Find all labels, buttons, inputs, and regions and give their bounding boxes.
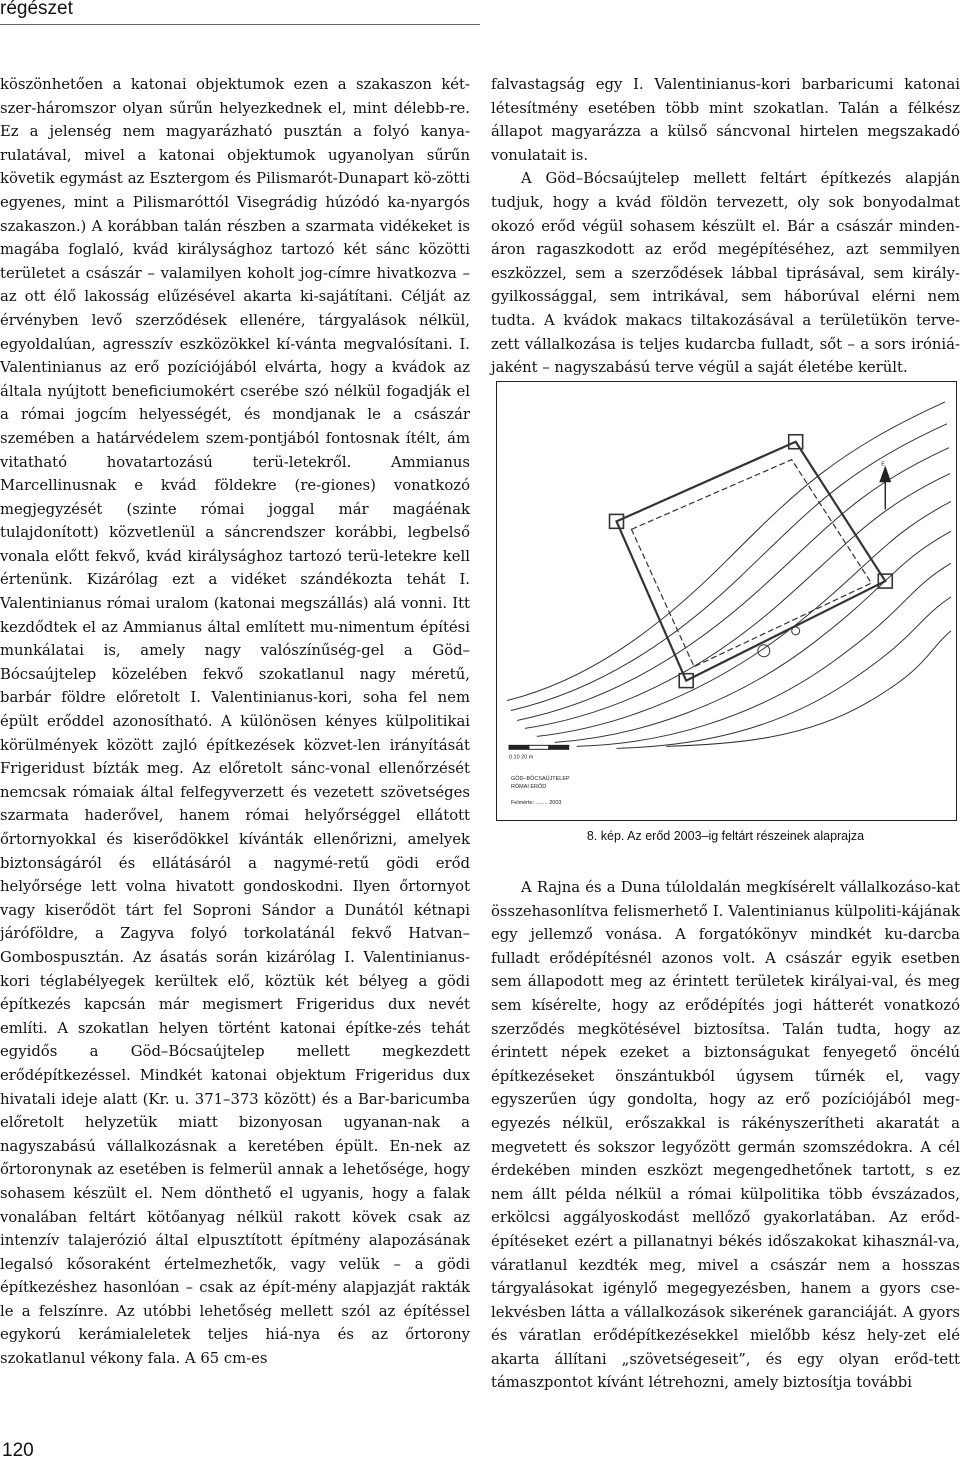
section-label: régészet bbox=[0, 0, 73, 19]
paragraph: A Rajna és a Duna túloldalán megkísérelt vállalkozáso-kat összehasonlítva felismerhető I. Valentinianus külpoliti-kájának egy jellemző vonása. A forgatókönyv mindkét ku-darcba fulladt erődépítésnél azonos volt. A császár egyik esetben sem állapodott meg az érintett területek királyai-val, és meg sem kísérelte, hogy az erődépítés jogi hátterét vonatkozó szerződés megkötésével biztosítsa. Talán tudta, hogy az érintett népek ezeket a biztonságukat fenyegető öncélú építkezéseket önszántukból úgysem tűrnék el, vagy egyszerűen úgy gondolta, hogy az erő pozíciójából meg-egyezés nélkül, erőszakkal is rákényszerítheti akaratát a megvetett és sokszor legyőzött germán szomszédokra. A cél érdekében minden eszközt megengedhetőnek tartott, s ez nem állt példa nélkül a római külpolitika több évszázados, erkölcsi aggályoskodást mellőző gyakorlatában. Az erőd-építéseket ezért a pillanatnyi békés időszakokat kihasznál-va, váratlanul kezdték meg, mivel a császár nem a hosszas tárgyalásokat igénylő megegyezésben, hanem a gyors cse-lekvésben látta a vállalkozások sikerének garanciáját. A gyors és váratlan erődépítkezésekkel mielőbb kész hely-zet elé akarta állítani „szövetségeseit”, és egy olyan erőd-tett támaszpontot kívánt létrehozni, amely biztosítja további bbox=[491, 879, 960, 1392]
north-label: É bbox=[881, 461, 885, 468]
scale-bar bbox=[509, 745, 569, 749]
running-header bbox=[0, 0, 480, 25]
fort-plan-drawing bbox=[497, 382, 956, 820]
paragraph: köszönhetően a katonai objektumok ezen a szakaszon két-szer-háromszor olyan sűrűn helyezkednek el, mint délebb-re. Ez a jelenség nem magyarázható pusztán a folyó kanya-rulatával, mivel a katonai objektumok ugyanolyan sűrűn követik egymást az Esztergom és Pilismarót-Dunapart kö-zötti egyenes, mint a Pilismaróttól Visegrádig húzódó ka-nyargós szakaszon.) A korábban talán részben a szarmata vidékeket is magába foglaló, kvád királysághoz tartozó két sánc közötti területet a császár – valamilyen koholt jog-címre hivatkozva – az ott élő lakosság elűzésével akarta ki-sajátítani. Célját az érvényben levő szerződések ellenére, tárgyalások nélkül, egyoldalúan, agresszív eszközökkel kí-vánta megvalósítani. I. Valentinianus az erő pozíciójából elvárta, hogy a kvádok az általa nyújtott beneficiumokért cserébe szó nélkül fogadják el a római jogcím helyességét, és mondjanak le a császár szemében a határvédelem szem-pontjából fontosnak ítélt, ám vitatható hovatartozású terü-letekről. Ammianus Marcellinusnak e kvád földekre (re-giones) vonatkozó megjegyzését (szinte római joggal már magáénak tulajdonított) közvetlenül a sáncrendszer korábbi, legbelső vonala előtt fekvő, kvád királysághoz tartozó terü-letekre kell értenünk. Kizárólag ezt a vidéket szándékozta tehát I. Valentinianus római uralom (katonai megszállás) alá vonni. Itt kezdődtek el az Ammianus által említett mu-nimentum építési munkálatai is, amely nagy valószínűség-gel a Göd–Bócsaújtelep közelében fekvő szokatlanul nagy méretű, barbár földre előretolt I. Valentinianus-kori, soha fel nem épült erőddel azonosítható. A különösen kényes külpolitikai körülmények között zajló építkezések közvet-len irányítását Frigeridust bízták meg. Az előretolt sánc-vonal ellenőrzését nemcsak rómaiak által felfegyverzett és vezetett szövetséges szarmata haderővel, hanem római helyőrséggel ellátott őrtornyokkal és kiserődökkel kívánták ellenőrizni, amelyek biztonságáról és ellátásáról a nagymé-retű gödi erőd helyőrsége lett volna hivatott gondoskodni. Ilyen őrtornyot vagy kiserődöt tárt fel Soproni Sándor a Dunától kétnapi járóföldre, a Zagyva folyó torkolatánál fekvő Hatvan–Gombospusztán. Az ásatás során kizárólag I. Valentinianus-kori téglabélyegek kerültek elő, köztük két bélyeg a gödi építkezés kapcsán már megismert Frigeridus dux nevét említi. A szokatlan helyen történt katonai építke-zés tehát egyidős a Göd–Bócsaújtelep mellett megkezdett erődépítkezéssel. Mindkét katonai objektum Frigeridus dux hivatali ideje alatt (Kr. u. 371–373 között) és a Bar-baricumba előretolt helyzetük miatt bizonyosan ugyanan-nak a nagyszabású vállalkozásnak a keretében épült. En-nek az őrtoronynak az esetében is felmerül annak a lehetősége, hogy sohasem készült el. Nem dönthető el ugyanis, hogy a falak vonalában feltárt kötőanyag nélkül rakott kövek csak az intenzív talajerózió által elpusztított építmény alapozásának legalsó kősoraként értelmezhetők, vagy velük – a gödi építkezéshez hasonlóan – csak az épít-mény alapjazját rakták le a felszínre. Az utóbbi lehetőség mellett szól az építéssel egykorú kerámialeletek teljes hiá-nya és az őrtorony szokatlanul vékony fala. A 65 cm-es bbox=[0, 76, 470, 1368]
right-column-top bbox=[491, 73, 960, 380]
scale-label: 0 10 20 m bbox=[508, 754, 534, 761]
right-column-bottom bbox=[491, 876, 960, 1395]
paragraph: falvastagság egy I. Valentinianus-kori barbaricumi katonai létesítmény esetében több mint szokatlan. Talán a félkész állapot magyarázza a külső sáncvonal hirtelen megszakadó vonulatait is. bbox=[491, 76, 960, 164]
legend-title-2: RÓMAI ERŐD bbox=[510, 784, 547, 791]
legend-note: Felmérte: ........ 2003 bbox=[510, 800, 562, 807]
figure-caption: 8. kép. Az erőd 2003–ig feltárt részeinek alaprajza bbox=[586, 829, 865, 843]
fort-plan-figure bbox=[496, 381, 957, 821]
north-arrow bbox=[880, 468, 890, 510]
page-number: 120 bbox=[2, 1440, 34, 1461]
paragraph: A Göd–Bócsaújtelep mellett feltárt építkezés alapján tudjuk, hogy a kvád földön tervezett, oly sok bonyodalmat okozó erőd végül sohasem készült el. Bár a császár minden-áron ragaszkodott az erőd megépítéséhez, azt semmilyen eszközzel, sem a szerződések lábbal tiprásával, sem király-gyilkossággal, sem intrikával, sem háborúval elérni nem tudta. A kvádok makacs tiltakozásával a területükön terve-zett vállalkozása is teljes kudarcba fulladt, sőt – a sors iróniá-jaként – nagyszabású terve végül a saját életébe került. bbox=[491, 170, 960, 377]
left-column bbox=[0, 73, 470, 1371]
legend-title-1: GÖD–BÓCSAÚJTELEP bbox=[510, 776, 570, 783]
